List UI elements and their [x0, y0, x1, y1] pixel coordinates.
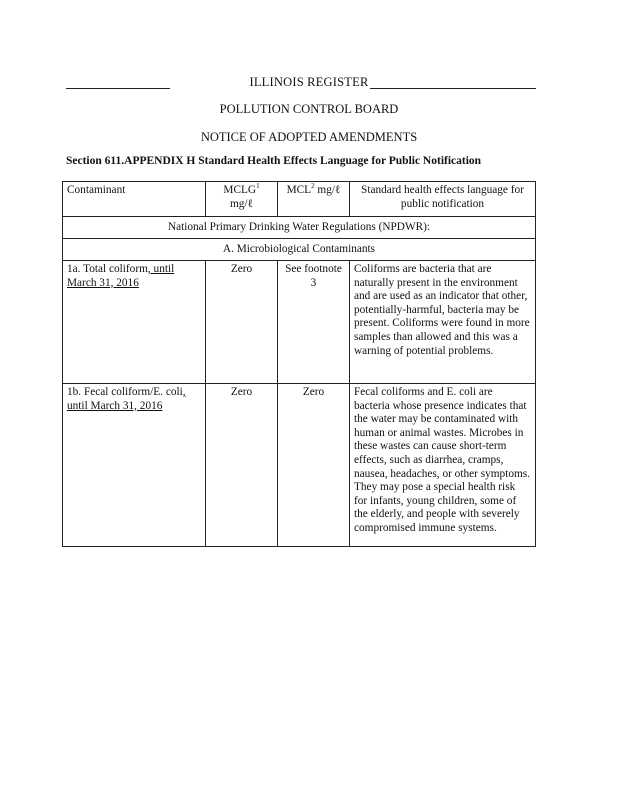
health-effects-table [62, 181, 536, 547]
header-contaminant: Contaminant [63, 182, 206, 217]
table-row [63, 384, 536, 547]
section-title: Section 611.APPENDIX H Standard Health Effects Language for Public Notification [66, 155, 482, 167]
contaminant-cell: 1b. Fecal coliform/E. coli, until March 31, 2016 [63, 384, 206, 547]
table-row [63, 261, 536, 384]
span-row-npdwr [63, 217, 536, 239]
header-mcl: MCL$^2$ mg/ℓ [278, 182, 350, 217]
mcl-cell: See footnote 3 [278, 261, 350, 384]
header-mclg: MCLG$^1$ mg/ℓ [206, 182, 278, 217]
header-health-effects: Standard health effects language for public notification [350, 182, 536, 217]
board-name: POLLUTION CONTROL BOARD [219, 102, 399, 116]
mclg-cell: Zero [206, 384, 278, 547]
contaminant-cell: 1a. Total coliform, until March 31, 2016 [63, 261, 206, 384]
mcl-cell: Zero [278, 384, 350, 547]
microbiological-heading: A. Microbiological Contaminants [63, 239, 536, 261]
health-effects-cell: Coliforms are bacteria that are naturally present in the environment and are used as an indicator that other, potentially-harmful, bacteria may be present. Coliforms were found in more samples than allowed and this was a warning of potential problems. [350, 261, 536, 384]
mclg-cell: Zero [206, 261, 278, 384]
notice-title: NOTICE OF ADOPTED AMENDMENTS [200, 130, 418, 144]
table-header-row [63, 182, 536, 217]
health-effects-cell: Fecal coliforms and E. coli are bacteria whose presence indicates that the water may be contaminated with human or animal wastes. Microbes in these wastes can cause short-term effects, such as diarrhea, cramps, nausea, headaches, or other symptoms. They may pose a special health risk for infants, young children, some of the elderly, and people with severely compromised immune systems. [350, 384, 536, 547]
register-title: ILLINOIS REGISTER [249, 75, 369, 89]
span-row-microbiological [63, 239, 536, 261]
npdwr-heading: National Primary Drinking Water Regulations (NPDWR): [63, 217, 536, 239]
